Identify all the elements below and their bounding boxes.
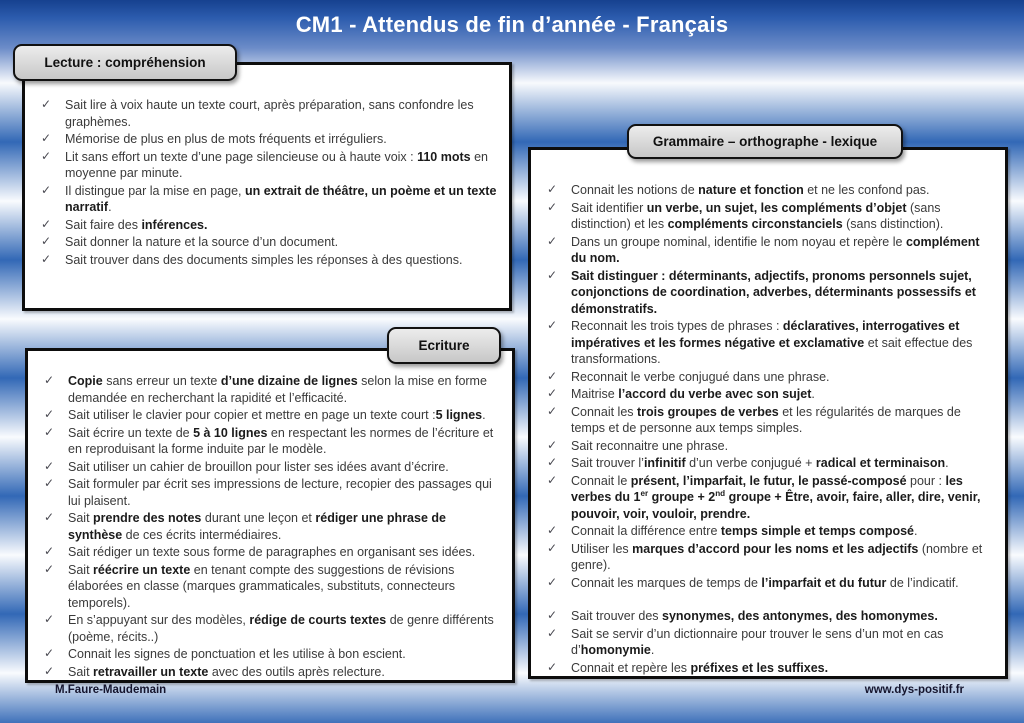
checkmark-icon: ✓ (547, 472, 558, 487)
lecture-checklist (25, 65, 509, 268)
checklist-item: ✓ Dans un groupe nominal, identifie le nom noyau et repère le complément du nom. (547, 233, 980, 265)
checkmark-icon: ✓ (547, 625, 558, 640)
checkmark-icon: ✓ (547, 574, 558, 589)
checkmark-icon: ✓ (547, 437, 558, 452)
checklist-item: ✓ Sait utiliser un cahier de brouillon pour lister ses idées avant d’écrire. (44, 458, 449, 474)
checklist-item: ✓ Copie sans erreur un texte d’une dizaine de lignes selon la mise en forme demandée en recherchant la rapidité et l’efficacité. (44, 373, 487, 405)
checkmark-icon: ✓ (547, 267, 558, 282)
checklist-item: ✓ Sait faire des inférences. (41, 216, 208, 232)
checkmark-icon: ✓ (44, 646, 55, 660)
checklist-item: ✓ Connait le présent, l’imparfait, le futur, le passé-composé pour : les verbes du 1er groupe + 2nd groupe + Être, avoir, faire, aller, dire, venir, pouvoir, voir, vouloir, prendre. (547, 472, 981, 521)
grammaire-box (528, 147, 1008, 679)
checklist-item: ✓ Sait écrire un texte de 5 à 10 lignes en respectant les normes de l’écriture et en reproduisant la forme induite par le modèle. (44, 424, 494, 456)
checklist-item: ✓ Connait les marques de temps de l’imparfait et du futur de l’indicatif. (547, 574, 959, 590)
tab-grammaire-label: Grammaire – orthographe - lexique (652, 134, 878, 149)
checklist-item: ✓ Sait donner la nature et la source d’un document. (41, 234, 339, 249)
checkmark-icon: ✓ (547, 523, 558, 537)
checkmark-icon: ✓ (547, 608, 558, 622)
checkmark-icon: ✓ (44, 544, 55, 558)
checkmark-icon: ✓ (41, 182, 52, 197)
tab-ecriture (387, 327, 501, 364)
checkmark-icon: ✓ (41, 251, 52, 266)
checkmark-icon: ✓ (44, 373, 55, 387)
checklist-item: ✓ Maitrise l’accord du verbe avec son sujet. (547, 386, 815, 401)
tab-lecture-comprehension (13, 44, 237, 81)
checkmark-icon: ✓ (44, 407, 55, 421)
checkmark-icon: ✓ (44, 510, 55, 524)
checklist-item: ✓ Lit sans effort un texte d’une page silencieuse ou à haute voix : 110 mots en moyenne par minute. (41, 148, 488, 180)
checklist-item: ✓ Connait les signes de ponctuation et les utilise à bon escient. (44, 646, 406, 661)
checklist-item: ✓ Connait les trois groupes de verbes et les régularités de marques de temps et de personne aux temps simples. (547, 403, 961, 435)
checklist-item: ✓ Sait trouver des synonymes, des antonymes, des homonymes. (547, 608, 938, 623)
checkmark-icon: ✓ (547, 368, 558, 383)
checklist-item: ✓ Sait identifier un verbe, un sujet, les compléments d’objet (sans distinction) et les compléments circonstanciels (sans distinction). (547, 199, 944, 231)
checklist-item: ✓ Sait retravailler un texte avec des outils après relecture. (44, 663, 385, 679)
grammaire-checklist (531, 150, 1005, 676)
footer (55, 684, 964, 696)
checklist-item: ✓ Connait la différence entre temps simple et temps composé. (547, 523, 918, 538)
checklist-item: ✓ Sait formuler par écrit ses impressions de lecture, recopier des passages qui lui plaisent. (44, 476, 492, 508)
checkmark-icon: ✓ (547, 403, 558, 418)
checklist-item: ✓ Sait trouver l’infinitif d’un verbe conjugué + radical et terminaison. (547, 455, 949, 470)
tab-grammaire-orthographe-lexique (627, 124, 903, 159)
checklist-item: ✓ Mémorise de plus en plus de mots fréquents et irréguliers. (41, 131, 387, 146)
footer-website: www.dys-positif.fr (864, 684, 964, 696)
checkmark-icon: ✓ (41, 216, 52, 231)
checklist-item: ✓ Sait trouver dans des documents simples les réponses à des questions. (41, 251, 463, 267)
checkmark-icon: ✓ (44, 612, 55, 626)
checkmark-icon: ✓ (547, 455, 558, 469)
checkmark-icon: ✓ (44, 458, 55, 473)
checkmark-icon: ✓ (41, 131, 52, 145)
checklist-item: ✓ Sait utiliser le clavier pour copier et mettre en page un texte court :5 lignes. (44, 407, 486, 422)
checklist-item: ✓ Sait reconnaitre une phrase. (547, 437, 729, 453)
checklist-item: ✓ Sait prendre des notes durant une leçon et rédiger une phrase de synthèse de ces écrits intermédiaires. (44, 510, 446, 542)
checklist-item: ✓ Sait réécrire un texte en tenant compte des suggestions de révisions élaborées en classe (marques grammaticales, substituts, connecteurs temporels). (44, 561, 455, 610)
checkmark-icon: ✓ (44, 663, 55, 678)
lecture-box (22, 62, 512, 311)
checkmark-icon: ✓ (41, 97, 52, 111)
checklist-item: ✓ Il distingue par la mise en page, un extrait de théâtre, un poème et un texte narratif. (41, 182, 497, 214)
tab-ecriture-label: Ecriture (418, 338, 470, 353)
checkmark-icon: ✓ (547, 318, 558, 332)
checkmark-icon: ✓ (547, 233, 558, 248)
checkmark-icon: ✓ (44, 476, 55, 490)
checklist-item: ✓ Utiliser les marques d’accord pour les noms et les adjectifs (nombre et genre). (547, 540, 983, 572)
page-title: CM1 - Attendus de fin d’année - Français (295, 12, 729, 37)
checkmark-icon: ✓ (547, 386, 558, 400)
checklist-item: ✓ Sait distinguer : déterminants, adjectifs, pronoms personnels sujet, conjonctions de coordination, adverbes, déterminants possessifs et démonstratifs. (547, 267, 976, 316)
footer-author: M.Faure-Maudemain (55, 684, 167, 696)
checklist-item: ✓ Connait les notions de nature et fonction et ne les confond pas. (547, 182, 930, 197)
checkmark-icon: ✓ (44, 561, 55, 576)
checkmark-icon: ✓ (547, 199, 558, 214)
checklist-item: ✓ Reconnait le verbe conjugué dans une phrase. (547, 368, 830, 384)
checkmark-icon: ✓ (547, 182, 558, 196)
ecriture-checklist (28, 351, 512, 680)
checklist-item: ✓ Sait se servir d’un dictionnaire pour trouver le sens d’un mot en cas d’homonymie. (547, 625, 944, 657)
checklist-item: ✓ Connait et repère les préfixes et les suffixes. (547, 659, 829, 675)
checklist-item: ✓ Sait lire à voix haute un texte court, après préparation, sans confondre les graphèmes. (41, 97, 474, 129)
tab-lecture-label: Lecture : compréhension (44, 55, 206, 70)
checkmark-icon: ✓ (44, 424, 55, 439)
checkmark-icon: ✓ (547, 540, 558, 555)
checkmark-icon: ✓ (41, 148, 52, 163)
checklist-item: ✓ Sait rédiger un texte sous forme de paragraphes en organisant ses idées. (44, 544, 476, 559)
checklist-item: ✓ Reconnait les trois types de phrases : déclaratives, interrogatives et impératives et les formes négative et exclamative et sait effectue des transformations. (547, 318, 973, 366)
checklist-item: ✓ En s’appuyant sur des modèles, rédige de courts textes de genre différents (poème, récits..) (44, 612, 494, 644)
ecriture-box (25, 348, 515, 683)
checkmark-icon: ✓ (41, 234, 52, 248)
checkmark-icon: ✓ (547, 659, 558, 674)
